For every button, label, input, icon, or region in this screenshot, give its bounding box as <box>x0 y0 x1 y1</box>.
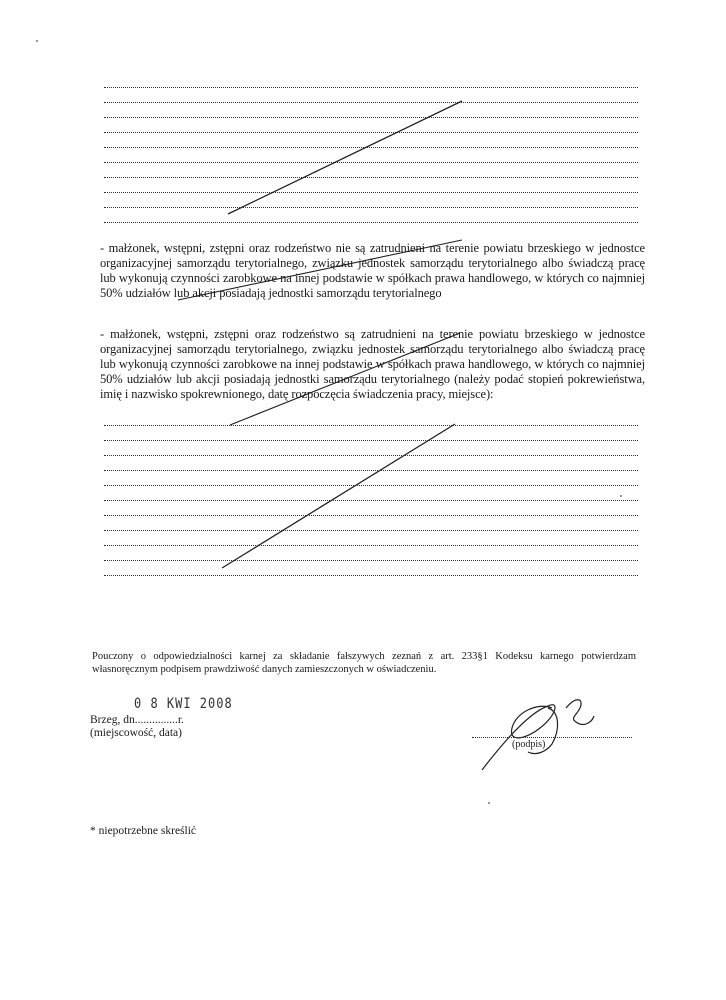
dotted-line <box>104 485 638 486</box>
dotted-line <box>104 455 638 456</box>
dotted-line <box>104 560 638 561</box>
strike-diagonal-bottom <box>222 424 455 568</box>
dotted-line <box>104 530 638 531</box>
signature-caption: (podpis) <box>512 739 546 750</box>
footnote: * niepotrzebne skreślić <box>90 825 197 837</box>
scan-speck <box>36 40 38 42</box>
signature-line <box>472 737 632 738</box>
declaration-option-1 <box>100 241 645 301</box>
signature-scribble <box>482 700 594 770</box>
place-date-caption: (miejscowość, data) <box>90 727 182 739</box>
declaration-option-1-text: - małżonek, wstępni, zstępni oraz rodzeństwo nie są zatrudnieni na terenie powiatu brzeskiego w jednostce organizacyjnej samorządu terytorialnego, związku jednostek samorządu terytorialnego albo świadczą pracę lub wykonują czynności zarobkowe na innej podstawie w spółkach prawa handlowego, w których co najmniej 50% udziałów lub akcji posiadają jednostki samorządu terytorialnego <box>100 241 645 300</box>
declaration-option-2-text: - małżonek, wstępni, zstępni oraz rodzeństwo są zatrudnieni na terenie powiatu brzeskiego w jednostce organizacyjnej samorządu terytorialnego, związku jednostek samorządu terytorialnego albo świadczą pracę lub wykonują czynności zarobkowe na innej podstawie w spółkach prawa handlowego, w których co najmniej 50% udziałów lub akcji posiadają jednostki samorządu terytorialnego (należy podać stopień pokrewieństwa, imię i nazwisko spokrewnionego, datę rozpoczęcia świadczenia pracy, miejsce): <box>100 327 645 401</box>
declaration-option-2 <box>100 327 645 402</box>
scan-speck <box>620 495 622 497</box>
legal-notice-text: Pouczony o odpowiedzialności karnej za składanie fałszywych zeznań z art. 233§1 Kodeksu karnego potwierdzam własnoręcznym podpisem prawdziwość danych zamieszczonych w oświadczeniu. <box>92 651 636 675</box>
dotted-line <box>104 545 638 546</box>
scan-speck <box>488 802 490 804</box>
dotted-line <box>104 500 638 501</box>
strike-diagonal-top <box>228 101 462 214</box>
dotted-line <box>104 575 638 576</box>
dotted-line <box>104 425 638 426</box>
place-date-line: Brzeg, dn...............r. <box>90 714 184 726</box>
legal-notice <box>92 650 636 676</box>
dotted-line <box>104 440 638 441</box>
date-stamp: 0 8 KWI 2008 <box>134 694 233 712</box>
dotted-line <box>104 515 638 516</box>
dotted-line <box>104 470 638 471</box>
